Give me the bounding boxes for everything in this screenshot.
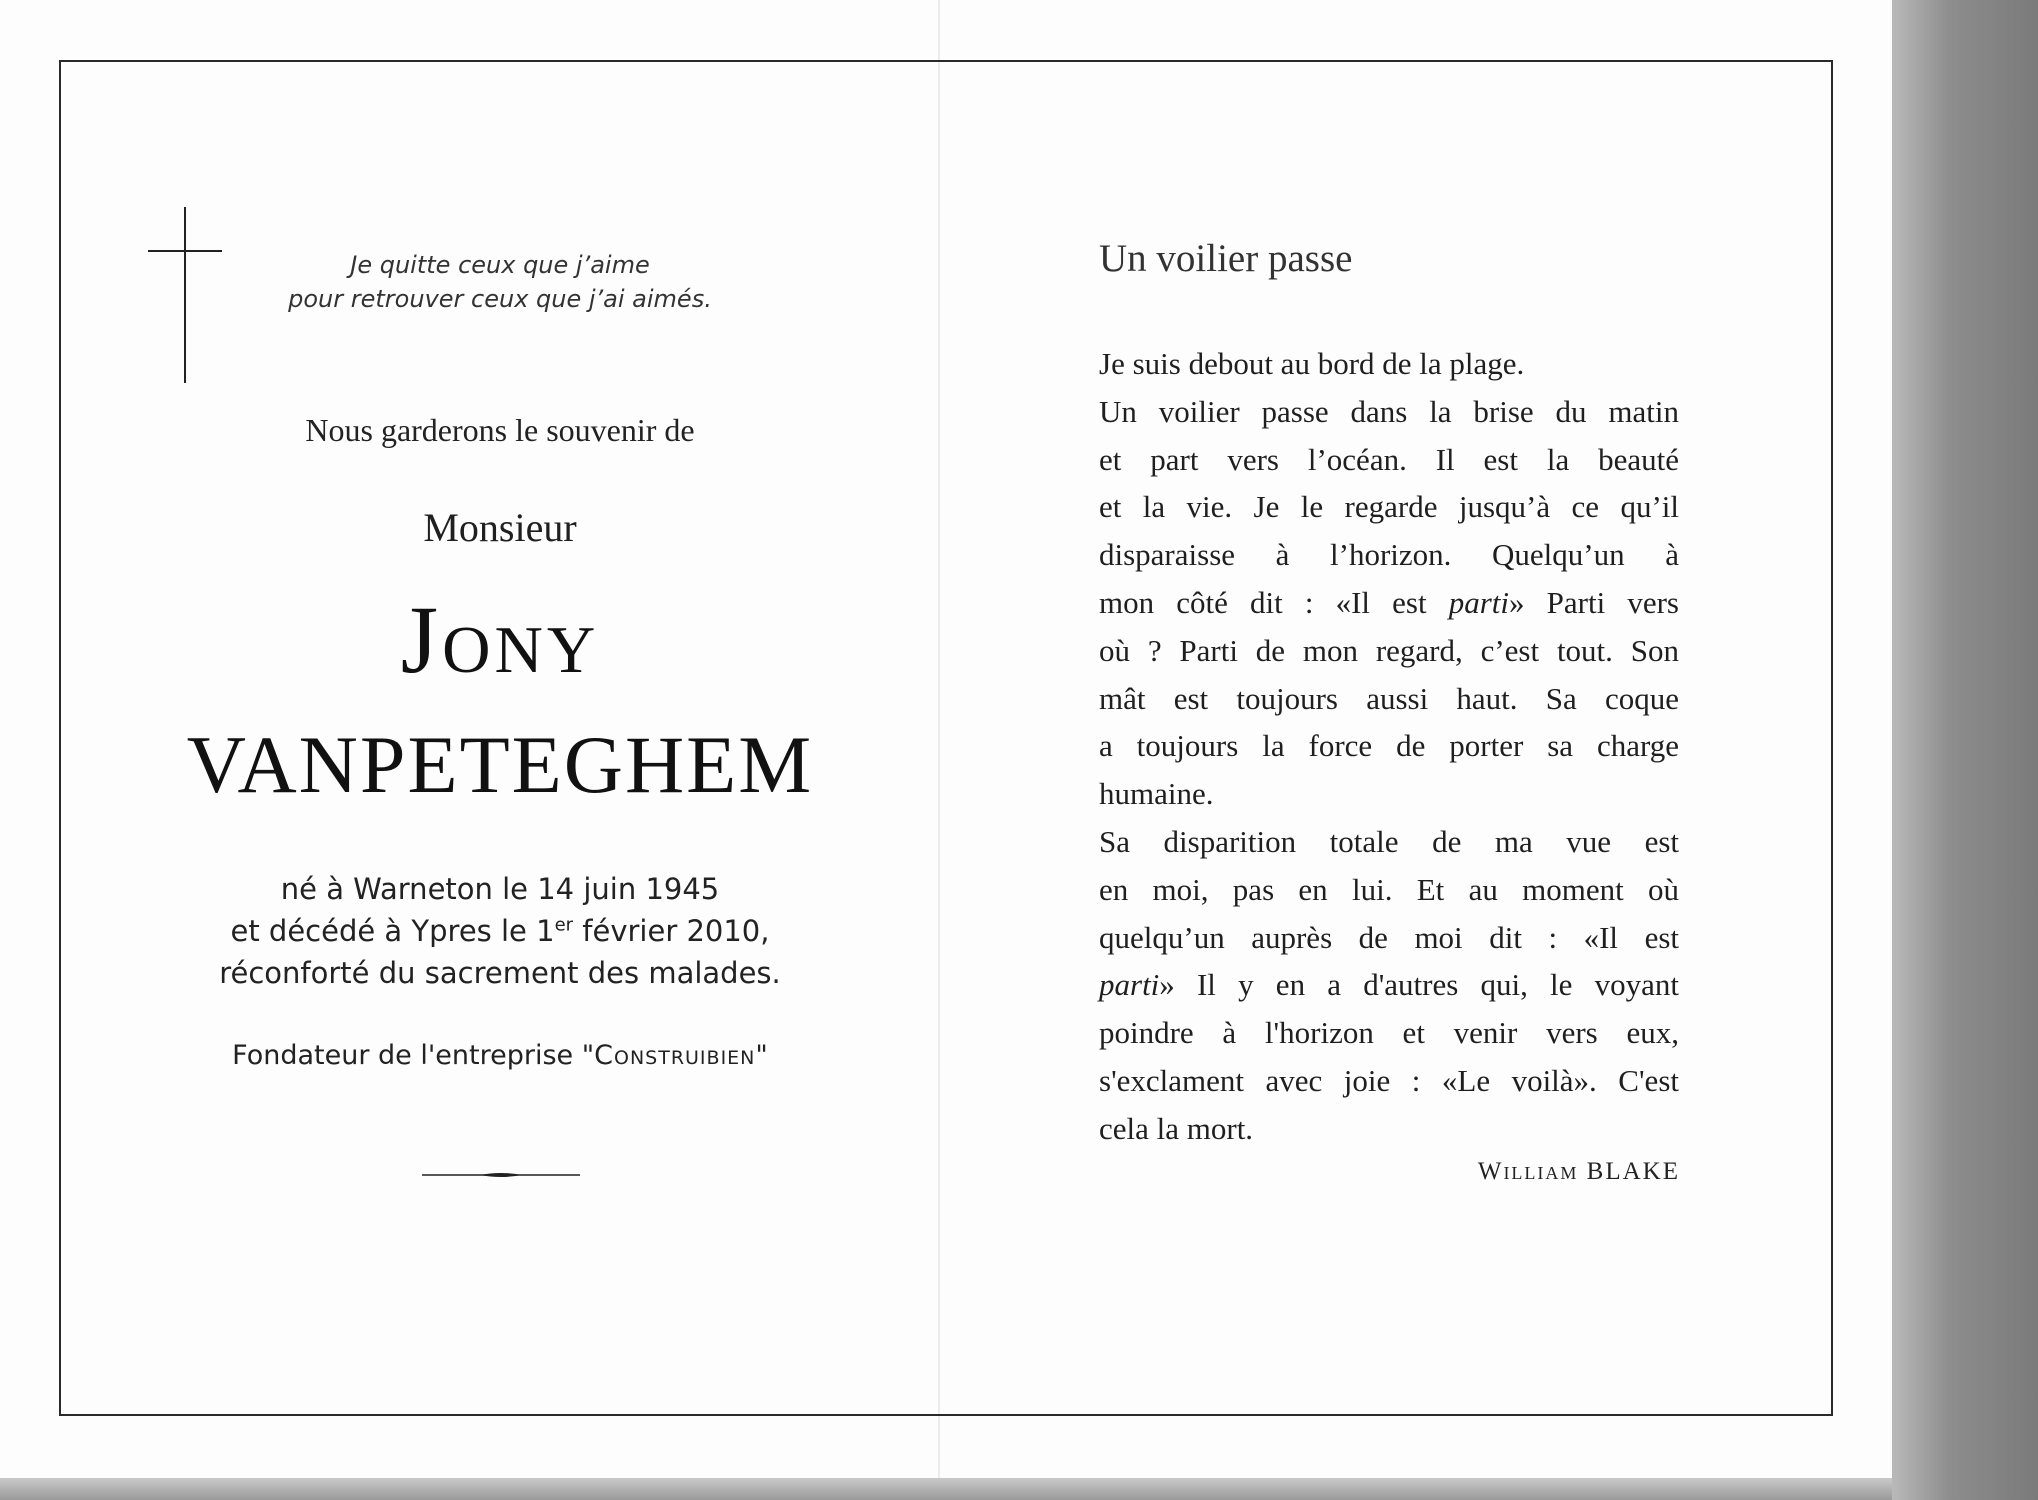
poem-line: disparaisse à l’horizon. Quelqu’un à — [1099, 537, 1679, 573]
poem-line-part: mon côté dit : «Il est — [1099, 584, 1449, 620]
poem-line — [1099, 579, 1679, 627]
poem-line: en moi, pas en lui. Et au moment où — [1099, 871, 1679, 907]
death-line-prefix: et décédé à Ypres le 1 — [230, 914, 555, 948]
birth-line: né à Warneton le 14 juin 1945 — [280, 872, 720, 906]
founder-line — [150, 1040, 850, 1071]
poem-line: quelqu’un auprès de moi dit : «Il est — [1099, 919, 1679, 955]
scan-shadow-bottom — [0, 1478, 1892, 1500]
poem-author: William BLAKE — [1477, 1158, 1680, 1185]
epigraph-line: Je quitte ceux que j’aime — [350, 251, 650, 279]
poem-line: et la vie. Je le regarde jusqu’à ce qu’il — [1099, 489, 1679, 525]
founder-prefix: Fondateur de l'entreprise " — [232, 1040, 595, 1071]
epigraph — [260, 248, 740, 316]
poem-line: cela la mort. — [1099, 1110, 1254, 1146]
remembrance-intro: Nous garderons le souvenir de — [305, 412, 695, 448]
last-name: VANPETEGHEM — [186, 719, 814, 810]
cross-icon-bar — [148, 250, 222, 252]
death-line-suffix: février 2010, — [573, 914, 770, 948]
poem-line: et part vers l’océan. Il est la beauté — [1099, 441, 1679, 477]
poem-line: s'exclament avec joie : «Le voilà». C'est — [1099, 1062, 1679, 1098]
company-name: Construibien — [594, 1040, 756, 1071]
poem-line: Sa disparition totale de ma vue est — [1099, 823, 1679, 859]
poem-line-italic: parti — [1099, 967, 1160, 1003]
death-line — [200, 910, 800, 952]
poem-line: poindre à l'horizon et venir vers eux, — [1099, 1015, 1679, 1051]
poem-title: Un voilier passe — [1099, 237, 1353, 280]
poem-line-italic: parti — [1448, 584, 1510, 620]
poem-line: Je suis debout au bord de la plage. — [1099, 346, 1525, 381]
first-name: Jony — [400, 586, 600, 693]
cross-icon — [184, 207, 186, 383]
life-dates — [200, 868, 800, 994]
poem-line-part: » Il y en a d'autres qui, le voyant — [1159, 967, 1679, 1003]
honorific-title: Monsieur — [423, 505, 577, 550]
poem-line — [1099, 961, 1679, 1009]
ornament-divider — [422, 1170, 580, 1180]
poem-line: Un voilier passe dans la brise du matin — [1099, 393, 1679, 429]
poem-line: a toujours la force de porter sa charge — [1099, 728, 1679, 764]
founder-suffix: " — [755, 1040, 768, 1071]
poem-line: mât est toujours aussi haut. Sa coque — [1099, 680, 1679, 716]
poem-line: humaine. — [1099, 776, 1214, 812]
sacrament-line: réconforté du sacrement des malades. — [219, 956, 781, 990]
death-line-ordinal: er — [554, 914, 574, 936]
epigraph-line: pour retrouver ceux que j’ai aimés. — [288, 285, 712, 313]
poem-body — [1099, 340, 1679, 1153]
poem-line-part: » Parti vers — [1509, 584, 1679, 620]
scan-shadow-right — [1892, 0, 2038, 1500]
poem-line: où ? Parti de mon regard, c’est tout. Son — [1099, 632, 1679, 668]
